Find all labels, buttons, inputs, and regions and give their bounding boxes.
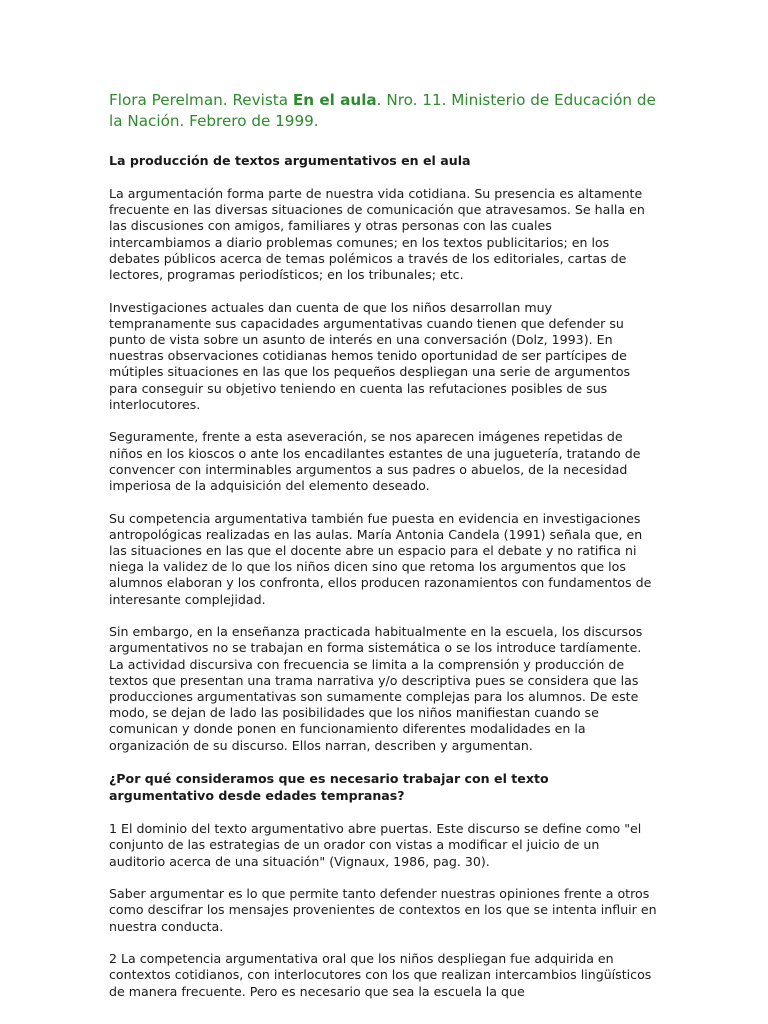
citation-author: Flora Perelman. Revista	[109, 91, 293, 109]
citation-journal: En el aula	[292, 91, 377, 109]
question-title: ¿Por qué consideramos que es necesario trabajar con el texto argumentativo desde edades tempranas?	[109, 771, 549, 804]
paragraph: 1 El dominio del texto argumentativo abre puertas. Este discurso se define como "el conjunto de las estrategias de un orador con vistas a modificar el juicio de un auditorio acerca de una situación" (Vignaux, 1986, pag. 30).	[109, 821, 642, 869]
paragraph: Investigaciones actuales dan cuenta de que los niños desarrollan muy tempranamente sus capacidades argumentativas cuando tienen que defender su punto de vista sobre un asunto de interés en una conversación (Dolz, 1993). En nuestras observaciones cotidianas hemos tenido oportunidad de ser partícipes de mútiples situaciones en las que los pequeños despliegan una serie de argumentos para conseguir su objetivo teniendo en cuenta las refutaciones posibles de sus interlocutores.	[109, 299, 631, 412]
citation-details: . Nro. 11. Ministerio de Educación de la Nación. Febrero de 1999.	[109, 91, 656, 130]
section-title: La producción de textos argumentativos en el aula	[109, 153, 471, 168]
document-page	[109, 90, 657, 1016]
paragraph: 2 La competencia argumentativa oral que los niños despliegan fue adquirida en contextos cotidianos, con interlocutores con los que realizan intercambios lingüísticos de manera frecuente. Pero es necesario que sea la escuela la que	[109, 951, 652, 999]
paragraph: La argumentación forma parte de nuestra vida cotidiana. Su presencia es altamente frecuente en las diversas situaciones de comunicación que atravesamos. Se halla en las discusiones con amigos, familiares y otras personas con las cuales intercambiamos a diario problemas comunes; en los textos publicitarios; en los debates públicos acerca de temas polémicos a través de los editoriales, cartas de lectores, programas periodísticos; en los tribunales; etc.	[109, 186, 645, 283]
paragraph: Sin embargo, en la enseñanza practicada habitualmente en la escuela, los discursos argumentativos no se trabajan en forma sistemática o se los introduce tardíamente. La actividad discursiva con frecuencia se limita a la comprensión y producción de textos que presentan una trama narrativa y/o descriptiva pues se considera que las producciones argumentativas son sumamente complejas para los alumnos. De este modo, se dejan de lado las posibilidades que los niños manifiestan cuando se comunican y donde ponen en funcionamiento diferentes modalidades en la organización de su discurso. Ellos narran, describen y argumentan.	[109, 624, 643, 753]
citation	[109, 90, 657, 132]
paragraph: Su competencia argumentativa también fue puesta en evidencia en investigaciones antropológicas realizadas en las aulas. María Antonia Candela (1991) señala que, en las situaciones en las que el docente abre un espacio para el debate y no ratifica ni niega la validez de lo que los niños dicen sino que retoma los argumentos que los alumnos elaboran y los confronta, ellos producen razonamientos con fundamentos de interesante complejidad.	[109, 510, 652, 607]
paragraph: Seguramente, frente a esta aseveración, se nos aparecen imágenes repetidas de niños en los kioscos o ante los encadilantes estantes de una juguetería, tratando de convencer con interminables argumentos a sus padres o abuelos, de la necesidad imperiosa de la adquisición del elemento deseado.	[109, 429, 641, 494]
paragraph: Saber argumentar es lo que permite tanto defender nuestras opiniones frente a otros como descifrar los mensajes provenientes de contextos en los que se intenta influir en nuestra conducta.	[109, 886, 657, 934]
